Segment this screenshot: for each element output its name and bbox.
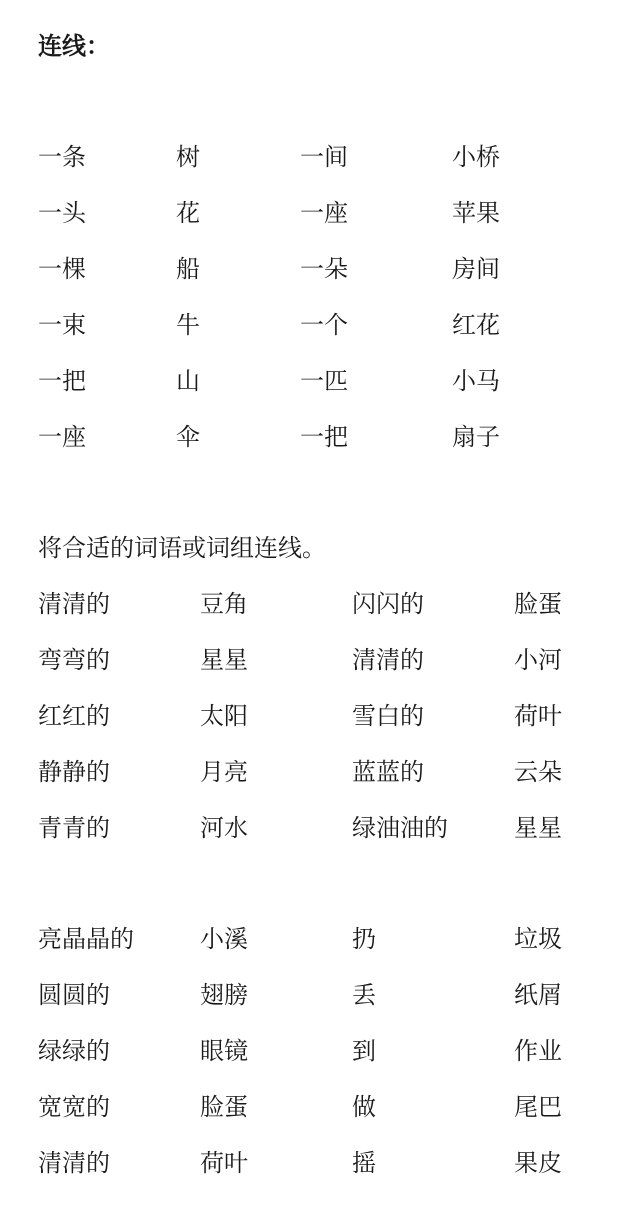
word-cell: 静静的 [38,758,110,786]
word-cell: 到 [352,1037,376,1065]
word-row [0,305,640,345]
word-cell: 一匹 [300,367,348,395]
word-cell: 云朵 [514,758,562,786]
word-cell: 清清的 [38,590,110,618]
word-row [0,640,640,680]
word-cell: 花 [176,199,200,227]
word-row [0,696,640,736]
word-cell: 小桥 [452,143,500,171]
word-cell: 豆角 [200,590,248,618]
word-row [0,417,640,457]
word-cell: 作业 [514,1037,562,1065]
word-cell: 一座 [38,423,86,451]
word-cell: 小河 [514,646,562,674]
word-cell: 伞 [176,423,200,451]
word-cell: 亮晶晶的 [38,925,134,953]
word-cell: 一束 [38,311,86,339]
word-row [0,584,640,624]
word-cell: 一棵 [38,255,86,283]
word-cell: 船 [176,255,200,283]
word-row [0,193,640,233]
word-cell: 果皮 [514,1149,562,1177]
word-cell: 雪白的 [352,702,424,730]
word-cell: 一把 [300,423,348,451]
word-cell: 清清的 [352,646,424,674]
word-cell: 星星 [514,814,562,842]
word-row [0,1143,640,1183]
word-cell: 小马 [452,367,500,395]
word-cell: 摇 [352,1149,376,1177]
word-cell: 一间 [300,143,348,171]
word-cell: 苹果 [452,199,500,227]
word-cell: 一个 [300,311,348,339]
word-cell: 垃圾 [514,925,562,953]
word-cell: 翅膀 [200,981,248,1009]
word-row [0,975,640,1015]
word-cell: 一头 [38,199,86,227]
word-cell: 脸蛋 [200,1093,248,1121]
word-cell: 红花 [452,311,500,339]
word-cell: 一条 [38,143,86,171]
word-cell: 小溪 [200,925,248,953]
word-row [0,919,640,959]
word-row [0,361,640,401]
word-cell: 绿油油的 [352,814,448,842]
word-cell: 树 [176,143,200,171]
word-cell: 清清的 [38,1149,110,1177]
word-row [0,1031,640,1071]
word-cell: 一把 [38,367,86,395]
word-cell: 月亮 [200,758,248,786]
word-row [0,1087,640,1127]
word-cell: 尾巴 [514,1093,562,1121]
instruction-text: 将合适的词语或词组连线。 [38,534,326,562]
word-cell: 眼镜 [200,1037,248,1065]
word-cell: 一朵 [300,255,348,283]
word-cell: 山 [176,367,200,395]
word-cell: 蓝蓝的 [352,758,424,786]
word-cell: 宽宽的 [38,1093,110,1121]
word-cell: 太阳 [200,702,248,730]
word-cell: 闪闪的 [352,590,424,618]
word-cell: 扔 [352,925,376,953]
word-cell: 牛 [176,311,200,339]
word-row [0,808,640,848]
word-row [0,249,640,289]
word-cell: 扇子 [452,423,500,451]
word-cell: 绿绿的 [38,1037,110,1065]
word-cell: 荷叶 [200,1149,248,1177]
word-cell: 青青的 [38,814,110,842]
word-cell: 做 [352,1093,376,1121]
word-cell: 荷叶 [514,702,562,730]
word-cell: 星星 [200,646,248,674]
word-cell: 弯弯的 [38,646,110,674]
word-cell: 纸屑 [514,981,562,1009]
word-cell: 房间 [452,255,500,283]
word-row [0,137,640,177]
word-cell: 圆圆的 [38,981,110,1009]
word-cell: 脸蛋 [514,590,562,618]
word-cell: 河水 [200,814,248,842]
word-cell: 丢 [352,981,376,1009]
word-row [0,752,640,792]
word-cell: 红红的 [38,702,110,730]
page-title: 连线： [38,32,110,60]
word-cell: 一座 [300,199,348,227]
